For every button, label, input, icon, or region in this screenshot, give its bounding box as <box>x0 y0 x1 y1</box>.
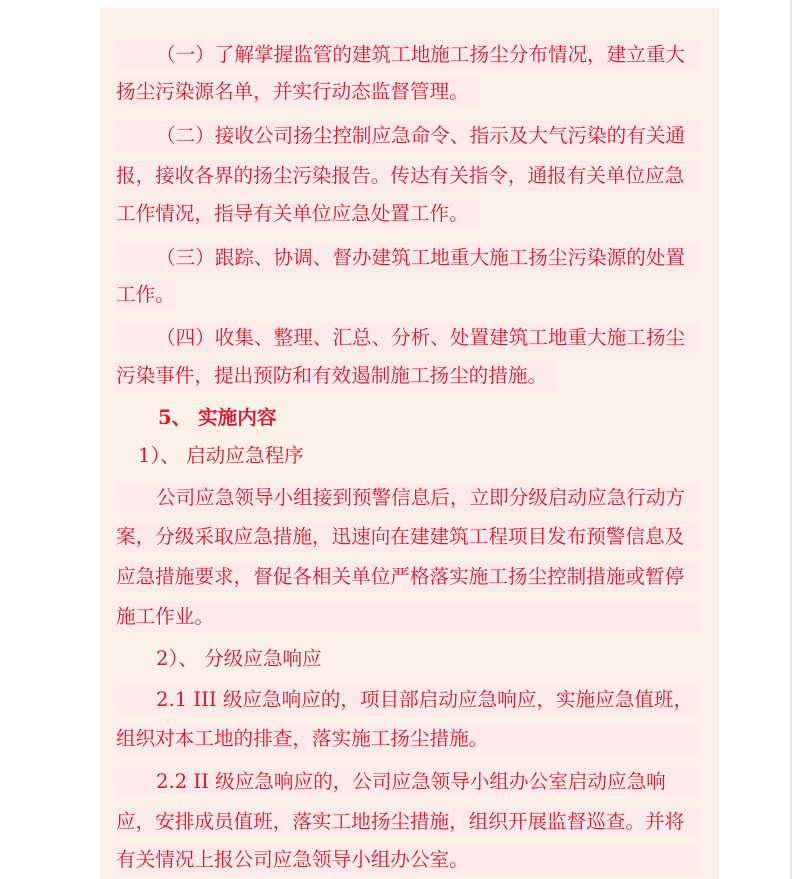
paragraph-2-line-1: （二）接收公司扬尘控制应急命令、指示及大气污染的有关通 <box>116 121 700 151</box>
sub2-p2-line-3: 有关情况上报公司应急领导小组办公室。 <box>116 845 700 875</box>
sub1-line-4: 施工作业。 <box>116 602 700 632</box>
sub1-line-1: 公司应急领导小组接到预警信息后，立即分级启动应急行动方 <box>116 483 700 513</box>
sub2-p1-line-2: 组织对本工地的排查，落实施工扬尘措施。 <box>116 724 700 754</box>
paragraph-1-line-1: （一）了解掌握监管的建筑工地施工扬尘分布情况，建立重大 <box>116 40 700 70</box>
paragraph-2-line-2: 报，接收各界的扬尘污染报告。传达有关指令，通报有关单位应急 <box>116 161 700 191</box>
sub2-p2-line-1: 2.2 II 级应急响应的，公司应急领导小组办公室启动应急响 <box>116 767 700 797</box>
subheading-1: 1）、 启动应急程序 <box>138 444 304 467</box>
subheading-2: 2）、 分级应急响应 <box>156 647 322 670</box>
paragraph-1-line-2: 扬尘污染源名单，并实行动态监督管理。 <box>116 77 480 107</box>
paragraph-2-line-3: 工作情况，指导有关单位应急处置工作。 <box>116 199 480 229</box>
sub1-line-3: 应急措施要求，督促各相关单位严格落实施工扬尘控制措施或暂停 <box>116 562 700 592</box>
sub2-p1-line-1: 2.1 III 级应急响应的，项目部启动应急响应，实施应急值班， <box>116 685 700 715</box>
sub2-p2-line-2: 应，安排成员值班，落实工地扬尘措施，组织开展监督巡查。并将 <box>116 807 700 837</box>
paragraph-3-line-1: （三）跟踪、协调、督办建筑工地重大施工扬尘污染源的处置 <box>116 243 700 273</box>
paragraph-3-line-2: 工作。 <box>116 280 176 310</box>
paragraph-4-line-1: （四）收集、整理、汇总、分析、处置建筑工地重大施工扬尘 <box>116 323 700 353</box>
sub1-line-2: 案，分级采取应急措施，迅速向在建建筑工程项目发布预警信息及 <box>116 522 700 552</box>
section-heading: 5、 实施内容 <box>158 406 277 429</box>
document-page <box>100 8 719 879</box>
paragraph-4-line-2: 污染事件，提出预防和有效遏制施工扬尘的措施。 <box>116 361 556 391</box>
